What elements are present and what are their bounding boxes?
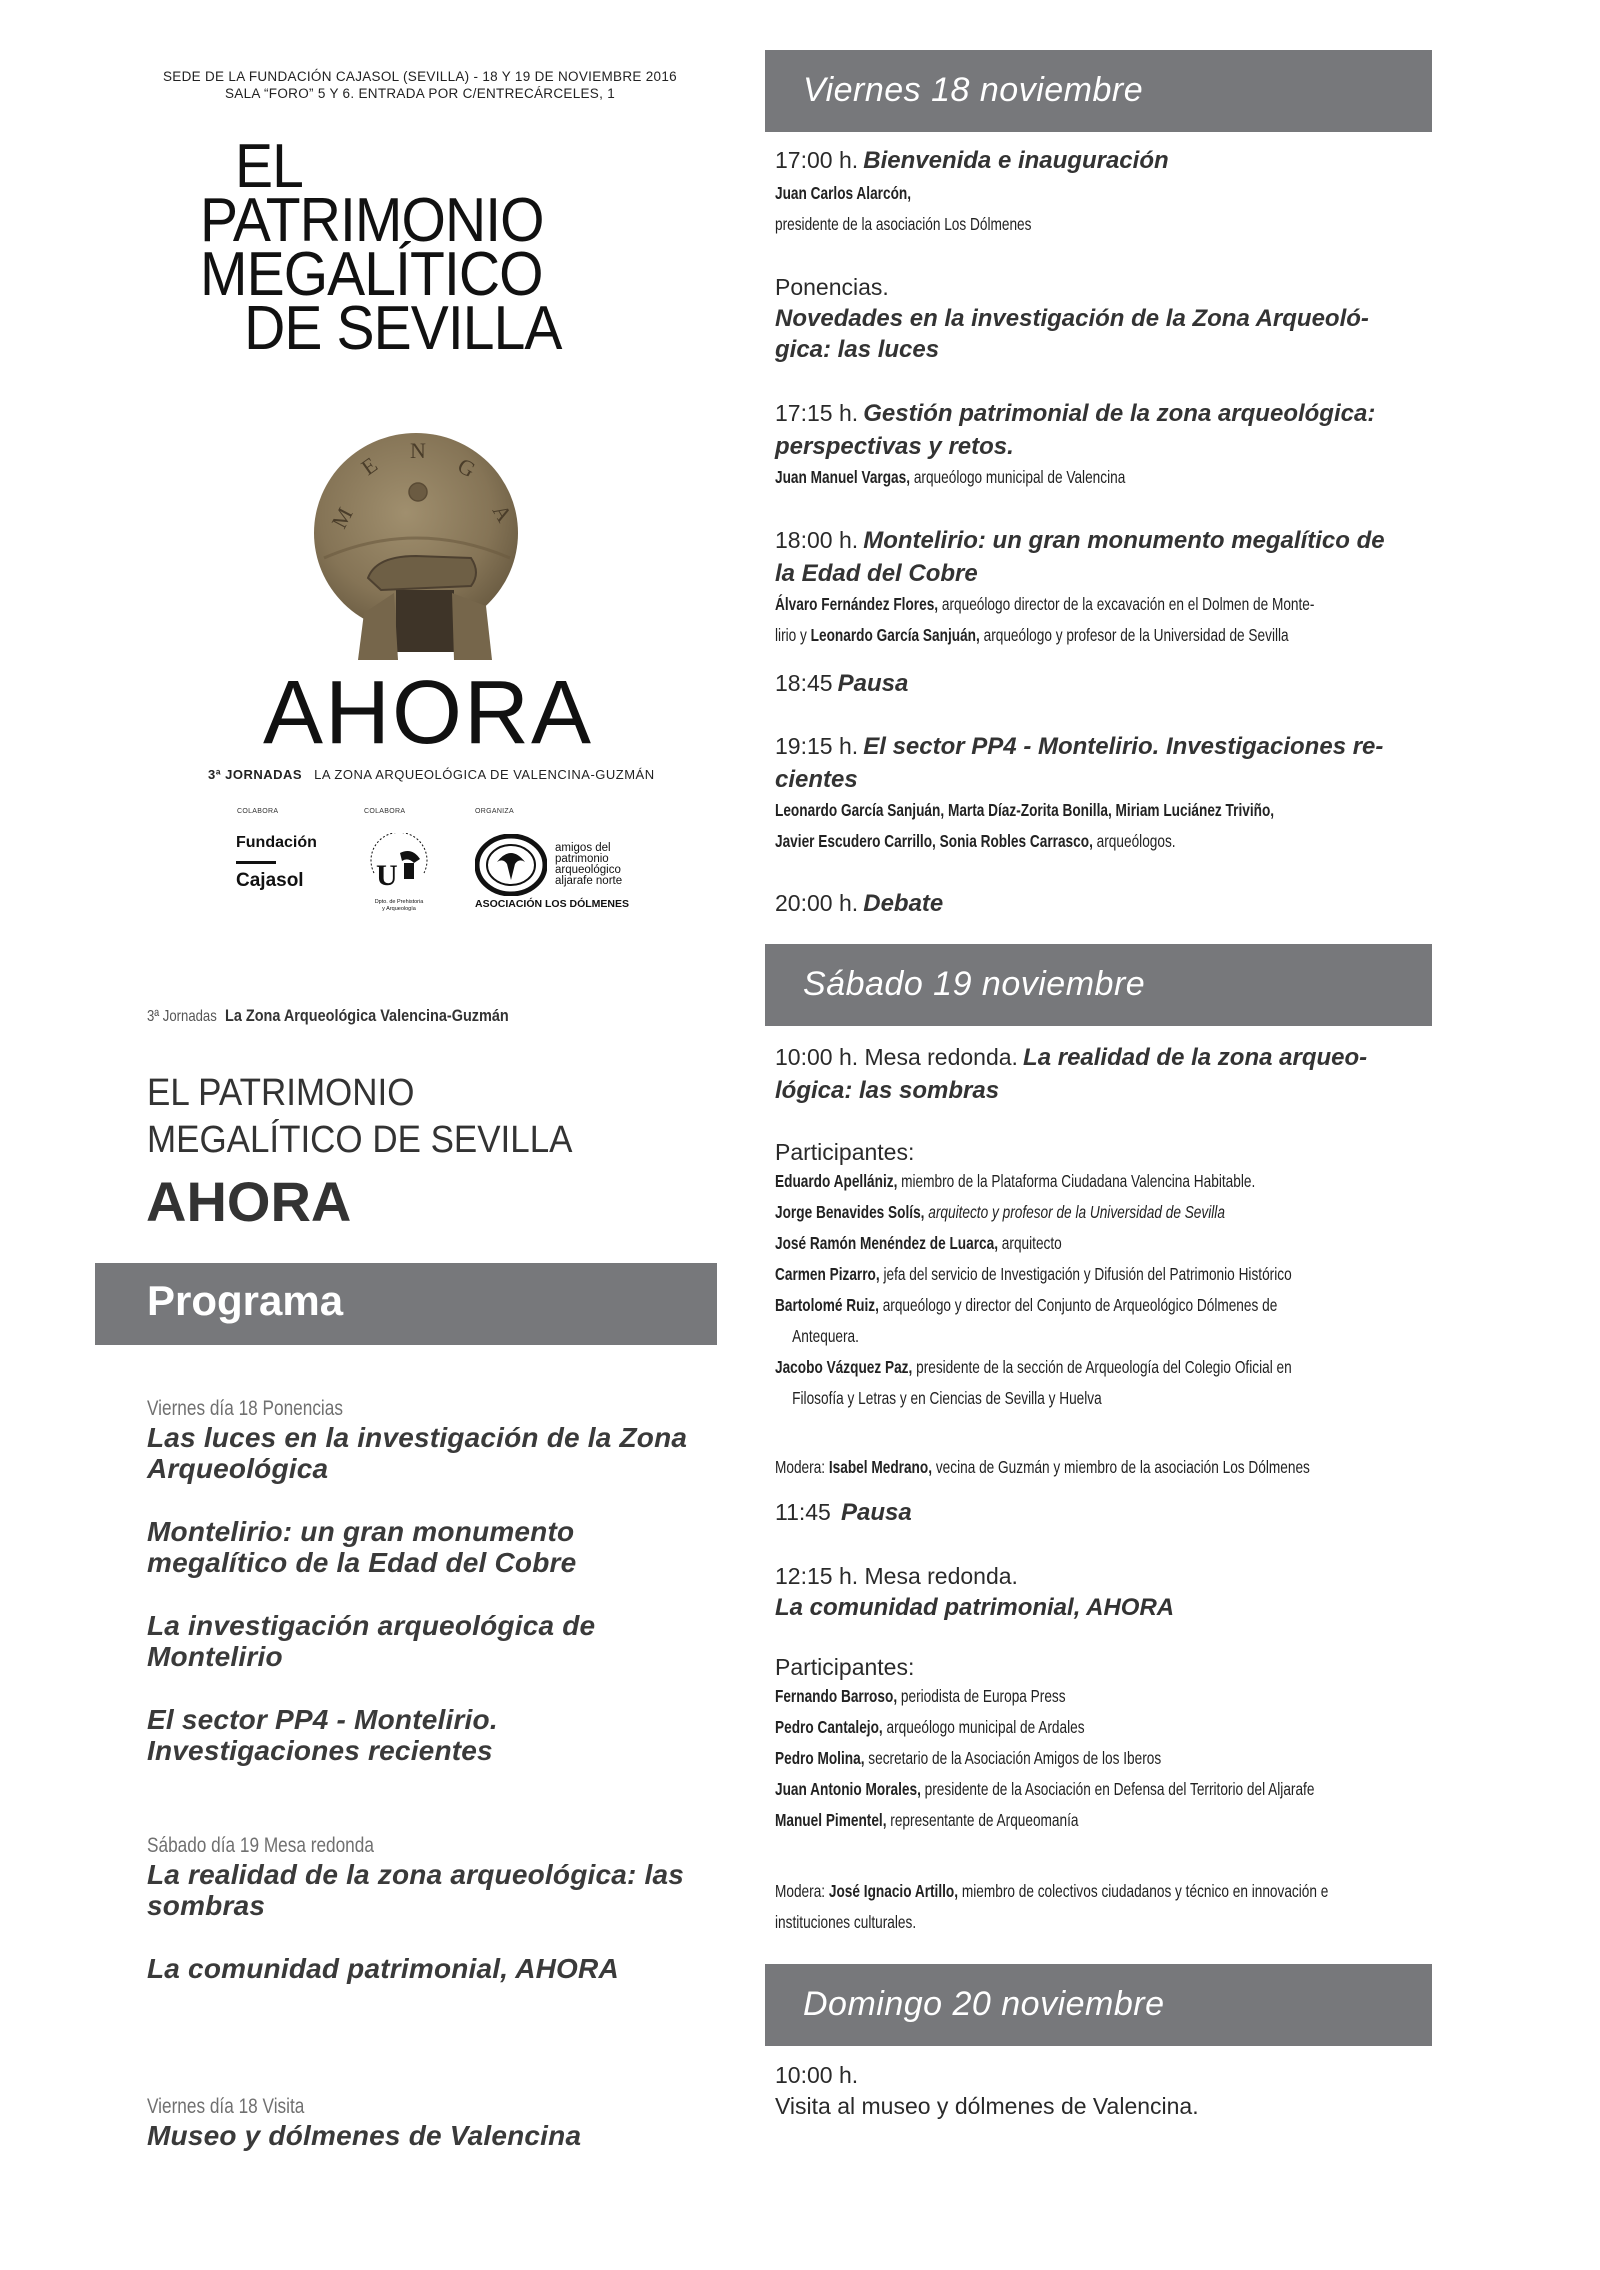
participant-name: Juan Antonio Morales, — [775, 1779, 921, 1799]
participants-label: Participantes: — [775, 1139, 915, 1165]
event-title: Pausa — [837, 670, 909, 697]
event-time: 18:45 — [775, 670, 833, 696]
event-welcome — [775, 145, 1525, 240]
venue-line-2: SALA “FORO” 5 Y 6. ENTRADA POR C/ENTRECÁRCELES, 1 — [224, 86, 616, 101]
event-time: 19:15 h. — [775, 733, 859, 759]
event-title: La comunidad patrimonial, AHORA — [775, 1594, 1175, 1621]
jornadas-edition: 3ª Jornadas — [147, 1008, 217, 1025]
cover-title-line: PATRIMONIO — [200, 186, 544, 255]
summary-title-line-1: EL PATRIMONIO — [147, 1072, 415, 1114]
event-montelirio — [775, 525, 1525, 651]
participant-name: Fernando Barroso, — [775, 1686, 898, 1706]
participant-role: jefa del servicio de Investigación y Difusión del Patrimonio Histórico — [879, 1264, 1292, 1284]
day-banner-label: Viernes 18 noviembre — [803, 71, 1144, 109]
event-time: 12:15 h. Mesa redonda. — [775, 1563, 1018, 1589]
participants-comunidad — [775, 1653, 1525, 1836]
speaker-role: presidente de la asociación Los Dólmenes — [775, 214, 1032, 234]
cover-title-line: MEGALÍTICO — [200, 240, 543, 309]
summary-item: La investigación arqueológica de Montelirio — [147, 1610, 596, 1672]
summary-title — [147, 1070, 572, 1164]
speaker-name: Juan Manuel Vargas, — [775, 467, 911, 487]
day-banner-saturday — [765, 944, 1432, 1026]
event-pp4 — [775, 731, 1525, 857]
universidad-seal-icon — [364, 833, 434, 895]
participant-role: arquitecto — [998, 1233, 1062, 1253]
participant-role: secretario de la Asociación Amigos de los Iberos — [864, 1748, 1162, 1768]
svg-text:E: E — [356, 451, 382, 481]
venue-info — [130, 68, 710, 102]
participant-role: arqueólogo y director del Conjunto de Arqueológico Dólmenes de — [878, 1295, 1278, 1315]
programa-label: Programa — [147, 1277, 344, 1324]
speaker-name: Juan Carlos Alarcón, — [775, 183, 912, 203]
moderator-sombras — [775, 1452, 1525, 1483]
dolmenes-txt: arqueológico — [555, 864, 621, 876]
jornadas-line — [208, 767, 655, 782]
event-time: 20:00 h. — [775, 890, 859, 916]
moderator-label: Modera: — [775, 1881, 829, 1901]
day-banner-sunday — [765, 1964, 1432, 2046]
participant-role: representante de Arqueomanía — [886, 1810, 1079, 1830]
menga-dolmen-icon — [296, 428, 536, 668]
summary-item: La comunidad patrimonial, AHORA — [147, 1953, 619, 1984]
participant-name: José Ramón Menéndez de Luarca, — [775, 1233, 999, 1253]
summary-group-visit — [147, 2094, 707, 2183]
dolmenes-txt: amigos del — [555, 842, 611, 854]
svg-text:A: A — [487, 500, 518, 527]
event-title: Montelirio: un gran monumento megalítico de — [863, 527, 1385, 554]
summary-day-label: Sábado día 19 Mesa redonda — [147, 1834, 374, 1857]
summary-item: Montelirio: un gran monumento megalítico de la Edad del Cobre — [147, 1516, 577, 1578]
summary-ahora: AHORA — [146, 1170, 352, 1233]
dolmenes-txt: patrimonio — [555, 853, 609, 865]
summary-item: La realidad de la zona arqueológica: las sombras — [147, 1859, 685, 1921]
svg-text:M: M — [326, 503, 358, 533]
event-title-cont: perspectivas y retos. — [775, 433, 1014, 460]
moderator-name: Isabel Medrano, — [828, 1457, 933, 1477]
event-pause-friday — [775, 668, 1525, 701]
event-gestion — [775, 398, 1525, 493]
cover-title — [200, 132, 605, 363]
speaker-role: arqueólogos. — [1092, 831, 1176, 851]
event-title: Gestión patrimonial de la zona arqueológica: — [863, 400, 1376, 427]
speaker-role: arqueólogo director de la excavación en el Dolmen de Monte- — [938, 594, 1315, 614]
event-title: La realidad de la zona arqueo- — [1023, 1044, 1368, 1071]
participant-name: Bartolomé Ruiz, — [775, 1295, 879, 1315]
ponencias-label: Ponencias. — [775, 274, 889, 300]
jornadas-number: 3ª JORNADAS — [208, 767, 303, 782]
speaker-role: arqueólogo municipal de Valencina — [910, 467, 1126, 487]
event-title: Bienvenida e inauguración — [863, 147, 1169, 174]
moderator-name: José Ignacio Artillo, — [828, 1881, 959, 1901]
participant-role-cont: Filosofía y Letras y en Ciencias de Sevilla y Huelva — [792, 1388, 1102, 1408]
universidad-sevilla-logo — [364, 833, 434, 913]
speaker-name: Álvaro Fernández Flores, — [775, 594, 939, 614]
event-title-cont: la Edad del Cobre — [775, 560, 978, 587]
cover-title-line: DE SEVILLA — [244, 294, 562, 363]
fundacion-cajasol-logo — [236, 834, 326, 892]
participant-role: miembro de la Plataforma Ciudadana Valencina Habitable. — [897, 1171, 1256, 1191]
cover-ahora: AHORA — [262, 663, 594, 763]
participant-role-cont: Antequera. — [792, 1326, 859, 1346]
moderator-role: vecina de Guzmán y miembro de la asociación Los Dólmenes — [932, 1457, 1310, 1477]
event-time: 18:00 h. — [775, 527, 859, 553]
ponencias-intro — [775, 272, 1525, 365]
svg-text:U: U — [376, 859, 398, 892]
speaker-role: arqueólogo y profesor de la Universidad de Sevilla — [979, 625, 1289, 645]
participant-name: Carmen Pizarro, — [775, 1264, 880, 1284]
jornadas-name: LA ZONA ARQUEOLÓGICA DE VALENCINA-GUZMÁN — [314, 767, 655, 782]
summary-day-label: Viernes día 18 Visita — [147, 2095, 305, 2118]
logo-caption: COLABORA — [237, 808, 279, 815]
moderator-role: miembro de colectivos ciudadanos y técnico en innovación e — [958, 1881, 1329, 1901]
day-banner-label: Domingo 20 noviembre — [803, 1985, 1165, 2023]
participant-name: Pedro Molina, — [775, 1748, 865, 1768]
svg-text:N: N — [410, 438, 426, 463]
summary-item: El sector PP4 - Montelirio. Investigaciones recientes — [147, 1704, 498, 1766]
speaker-names: Leonardo García Sanjuán, Marta Díaz-Zorita Bonilla, Miriam Luciánez Triviño, — [775, 800, 1275, 820]
svg-text:G: G — [453, 452, 480, 483]
event-time: 11:45 — [775, 1499, 831, 1525]
moderator-comunidad — [775, 1876, 1525, 1938]
event-title: El sector PP4 - Montelirio. Investigaciones re- — [863, 733, 1384, 760]
event-debate — [775, 888, 1525, 921]
event-visit — [775, 2060, 1525, 2122]
speaker-name: Leonardo García Sanjuán, — [810, 625, 980, 645]
dolmenes-name: ASOCIACIÓN LOS DÓLMENES — [475, 898, 630, 910]
participant-name: Eduardo Apellániz, — [775, 1171, 898, 1191]
cajasol-line-1: Fundación — [236, 834, 317, 851]
logo-caption: COLABORA — [364, 808, 406, 815]
dolmenes-txt: aljarafe norte — [555, 875, 623, 887]
asociacion-dolmenes-logo — [475, 834, 645, 910]
event-title: Pausa — [841, 1499, 912, 1526]
day-banner-label: Sábado 19 noviembre — [803, 965, 1146, 1003]
cajasol-divider — [236, 861, 276, 864]
programa-banner — [95, 1263, 717, 1345]
event-time: 17:00 h. — [775, 147, 859, 173]
cajasol-line-2: Cajasol — [236, 870, 304, 891]
summary-title-line-2: MEGALÍTICO DE SEVILLA — [147, 1119, 573, 1161]
event-time: 10:00 h. Mesa redonda. — [775, 1044, 1018, 1070]
event-title-cont: cientes — [775, 766, 858, 793]
participants-label: Participantes: — [775, 1654, 915, 1680]
cover-title-line: EL — [234, 132, 303, 201]
moderator-label: Modera: — [775, 1457, 829, 1477]
dolmenes-emblem-icon — [475, 834, 547, 896]
ponencias-title-l1: Novedades en la investigación de la Zona Arqueoló- — [775, 305, 1369, 332]
event-description: Visita al museo y dólmenes de Valencina. — [775, 2093, 1199, 2119]
us-dept-line-1: Dpto. de Prehistoria — [374, 899, 424, 905]
participant-name: Jacobo Vázquez Paz, — [775, 1357, 913, 1377]
participant-role: periodista de Europa Press — [897, 1686, 1066, 1706]
jornadas-subtitle — [147, 1006, 559, 1026]
summary-item: Las luces en la investigación de la Zona Arqueológica — [147, 1422, 688, 1484]
speaker-names: Javier Escudero Carrillo, Sonia Robles Carrasco, — [775, 831, 1093, 851]
summary-group-friday — [147, 1396, 707, 1798]
participant-role: arquitecto y profesor de la Universidad de Sevilla — [924, 1202, 1225, 1222]
participant-role: presidente de la Asociación en Defensa del Territorio del Aljarafe — [920, 1779, 1315, 1799]
roundtable-sombras — [775, 1042, 1525, 1106]
us-dept-line-2: y Arqueología — [382, 906, 416, 912]
event-title: Debate — [863, 890, 944, 917]
participant-name: Pedro Cantalejo, — [775, 1717, 883, 1737]
venue-line-1: SEDE DE LA FUNDACIÓN CAJASOL (SEVILLA) - 18 Y 19 DE NOVIEMBRE 2016 — [163, 69, 677, 84]
participant-name: Manuel Pimentel, — [775, 1810, 887, 1830]
summary-group-saturday — [147, 1833, 707, 2016]
speaker-role: lirio y — [775, 625, 811, 645]
event-time: 17:15 h. — [775, 400, 859, 426]
participant-role: presidente de la sección de Arqueología del Colegio Oficial en — [912, 1357, 1292, 1377]
participant-role: arqueólogo municipal de Ardales — [882, 1717, 1085, 1737]
logo-caption: ORGANIZA — [475, 808, 514, 815]
menga-disc-image — [296, 428, 536, 668]
moderator-role-cont: instituciones culturales. — [775, 1912, 917, 1932]
summary-day-label: Viernes día 18 Ponencias — [147, 1397, 343, 1420]
ponencias-title-l2: gica: las luces — [775, 336, 940, 363]
event-pause-saturday — [775, 1497, 1525, 1530]
participant-name: Jorge Benavides Solís, — [775, 1202, 925, 1222]
summary-item: Museo y dólmenes de Valencina — [147, 2120, 582, 2151]
day-banner-friday — [765, 50, 1432, 132]
participants-sombras — [775, 1138, 1525, 1414]
event-time: 10:00 h. — [775, 2062, 859, 2088]
jornadas-title: La Zona Arqueológica Valencina-Guzmán — [224, 1006, 509, 1025]
roundtable-comunidad — [775, 1561, 1525, 1623]
event-title-cont: lógica: las sombras — [775, 1077, 1000, 1104]
